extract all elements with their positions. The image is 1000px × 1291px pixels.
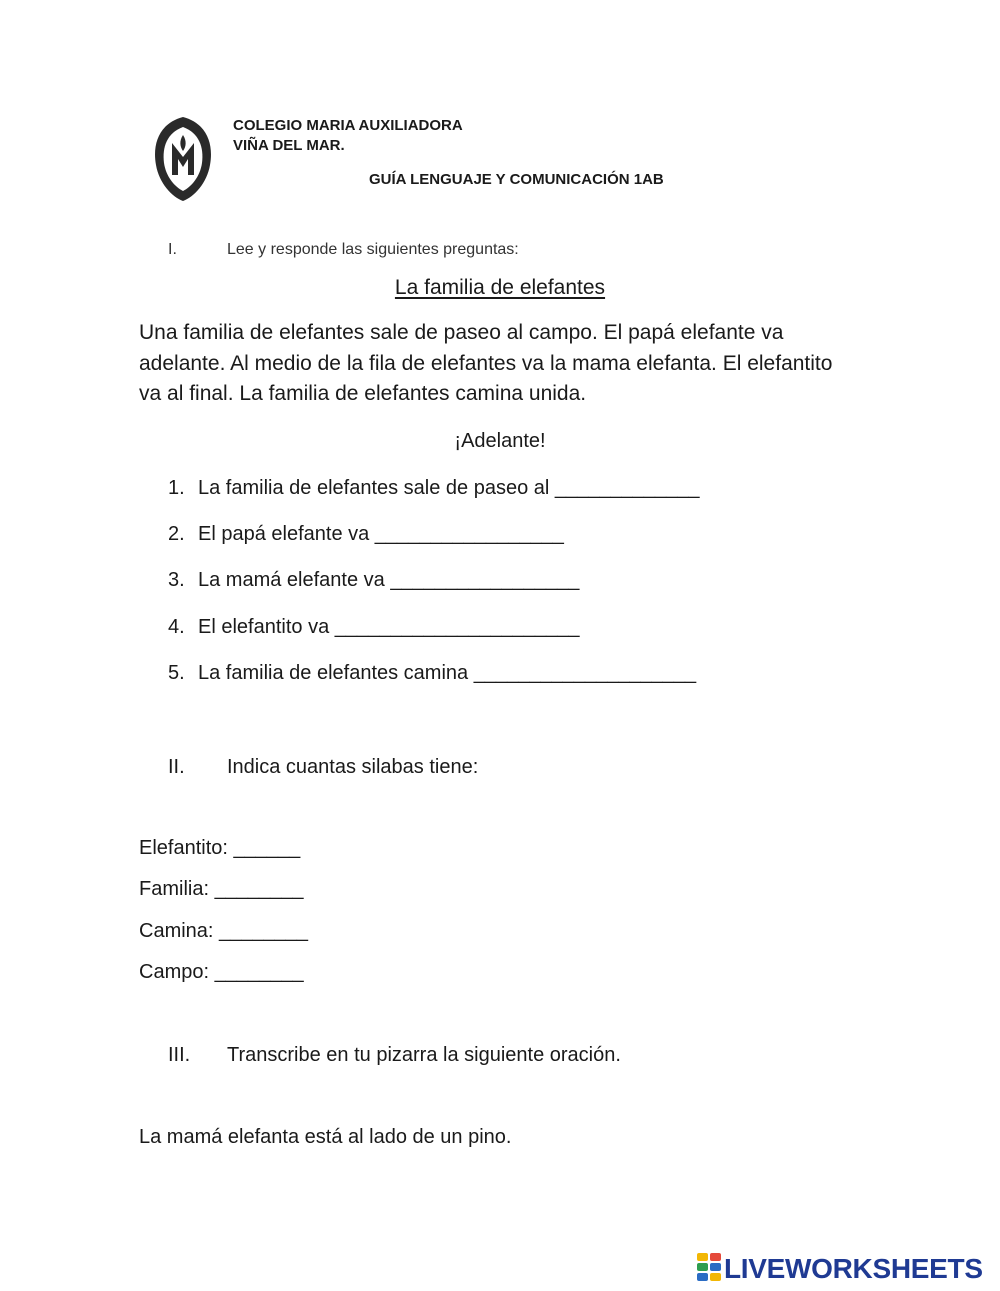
transcribe-sentence: La mamá elefanta está al lado de un pino. [139,1126,512,1148]
question-5 [168,662,696,685]
school-header [233,116,463,156]
syllable-item-camina: Camina: ________ [139,920,309,942]
school-crest-icon [150,113,216,205]
story-body: Una familia de elefantes sale de paseo al campo. El papá elefante va adelante. Al medio de la fila de elefantes va la mama elefanta. El elefantito va al final. La familia de elefantes camina unida. [139,321,833,405]
question-text: El elefantito va ______________________ [198,616,580,638]
question-4 [168,616,579,639]
question-number: 2. [168,523,185,545]
section-3-instruction: Transcribe en tu pizarra la siguiente oración. [227,1044,621,1066]
question-text: La mamá elefante va _________________ [198,569,580,591]
question-text: La familia de elefantes sale de paseo al _____________ [198,477,700,499]
story-exclamation: ¡Adelante! [454,430,546,452]
question-number: 1. [168,477,185,499]
question-1 [168,477,700,500]
liveworksheets-text: LIVEWORKSHEETS [724,1253,983,1284]
section-1-instruction: Lee y responde las siguientes preguntas: [227,241,519,258]
question-number: 3. [168,569,185,591]
guide-title: GUÍA LENGUAJE Y COMUNICACIÓN 1AB [369,171,664,188]
section-2-instruction: Indica cuantas silabas tiene: [227,756,479,778]
question-text: El papá elefante va _________________ [198,523,564,545]
question-text: La familia de elefantes camina ____________________ [198,662,697,684]
section-1-number: I. [168,241,177,258]
section-3-number: III. [168,1044,191,1066]
liveworksheets-logo-icon [697,1253,721,1286]
school-city: VIÑA DEL MAR. [233,137,345,154]
section-2-number: II. [168,756,185,778]
question-number: 5. [168,662,185,684]
school-name: COLEGIO MARIA AUXILIADORA [233,117,463,134]
syllable-item-campo: Campo: ________ [139,961,304,983]
syllable-item-elefantito: Elefantito: ______ [139,837,301,859]
question-2 [168,523,564,546]
liveworksheets-branding [697,1254,983,1284]
question-3 [168,569,579,592]
question-number: 4. [168,616,185,638]
story-title: La familia de elefantes [394,276,606,299]
syllable-item-familia: Familia: ________ [139,878,304,900]
